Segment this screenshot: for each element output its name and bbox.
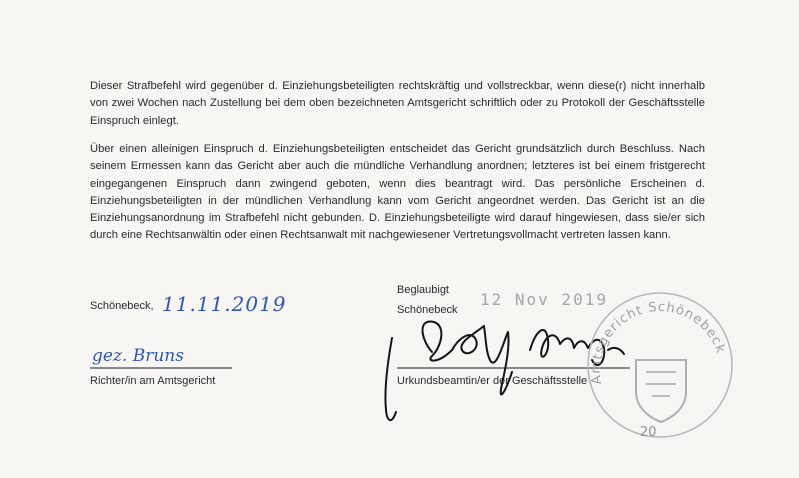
clerk-role-label: Urkundsbeamtin/er der Geschäftsstelle xyxy=(397,375,588,387)
right-place-label: Schönebeck xyxy=(397,304,458,316)
seal-number: 20 xyxy=(640,425,657,440)
legal-notice-paragraph: Dieser Strafbefehl wird gegenüber d. Einziehungsbeteiligten rechtskräftig und vollstreckbar, wenn diese(r) nicht innerhalb von zwei Wochen nach Zustellung bei dem oben bezeichneten Amtsgericht schriftlich oder zu Protokoll der Geschäftsstelle Einspruch einlegt. xyxy=(90,80,705,127)
coat-of-arms-icon xyxy=(636,360,686,422)
judge-signature: gez. Bruns xyxy=(92,346,184,366)
date-stamp: 12 Nov 2019 xyxy=(480,290,608,309)
court-seal xyxy=(588,293,732,440)
handwritten-date: 11.11.2019 xyxy=(162,292,287,316)
seal-text: Amtsgericht Schönebeck xyxy=(588,299,729,386)
judge-role-label: Richter/in am Amtsgericht xyxy=(90,375,216,387)
certified-label: Beglaubigt xyxy=(397,284,449,296)
place-label: Schönebeck, xyxy=(90,300,154,312)
objection-info-paragraph: Über einen alleinigen Einspruch d. Einziehungsbeteiligten entscheidet das Gericht grundsätzlich durch Beschluss. Nach seinem Ermessen kann das Gericht aber auch die mündliche Verhandlung anordnen; letzteres ist bei einem fristgerecht eingegangenen Einspruch dann zwingend geboten, wenn dies beantragt wird. Das persönliche Erscheinen d. Einziehungsbeteiligten in der mündlichen Verhandlung kann vom Gericht angeordnet werden. Das Gericht ist an die Einziehungsanordnung im Strafbefehl nicht gebunden. D. Einziehungsbeteiligte wird darauf hingewiesen, dass sie/er sich durch eine Rechtsanwältin oder einen Rechtsanwalt mit nachgewiesener Vertretungsvollmacht vertreten lassen kann. xyxy=(90,143,705,242)
